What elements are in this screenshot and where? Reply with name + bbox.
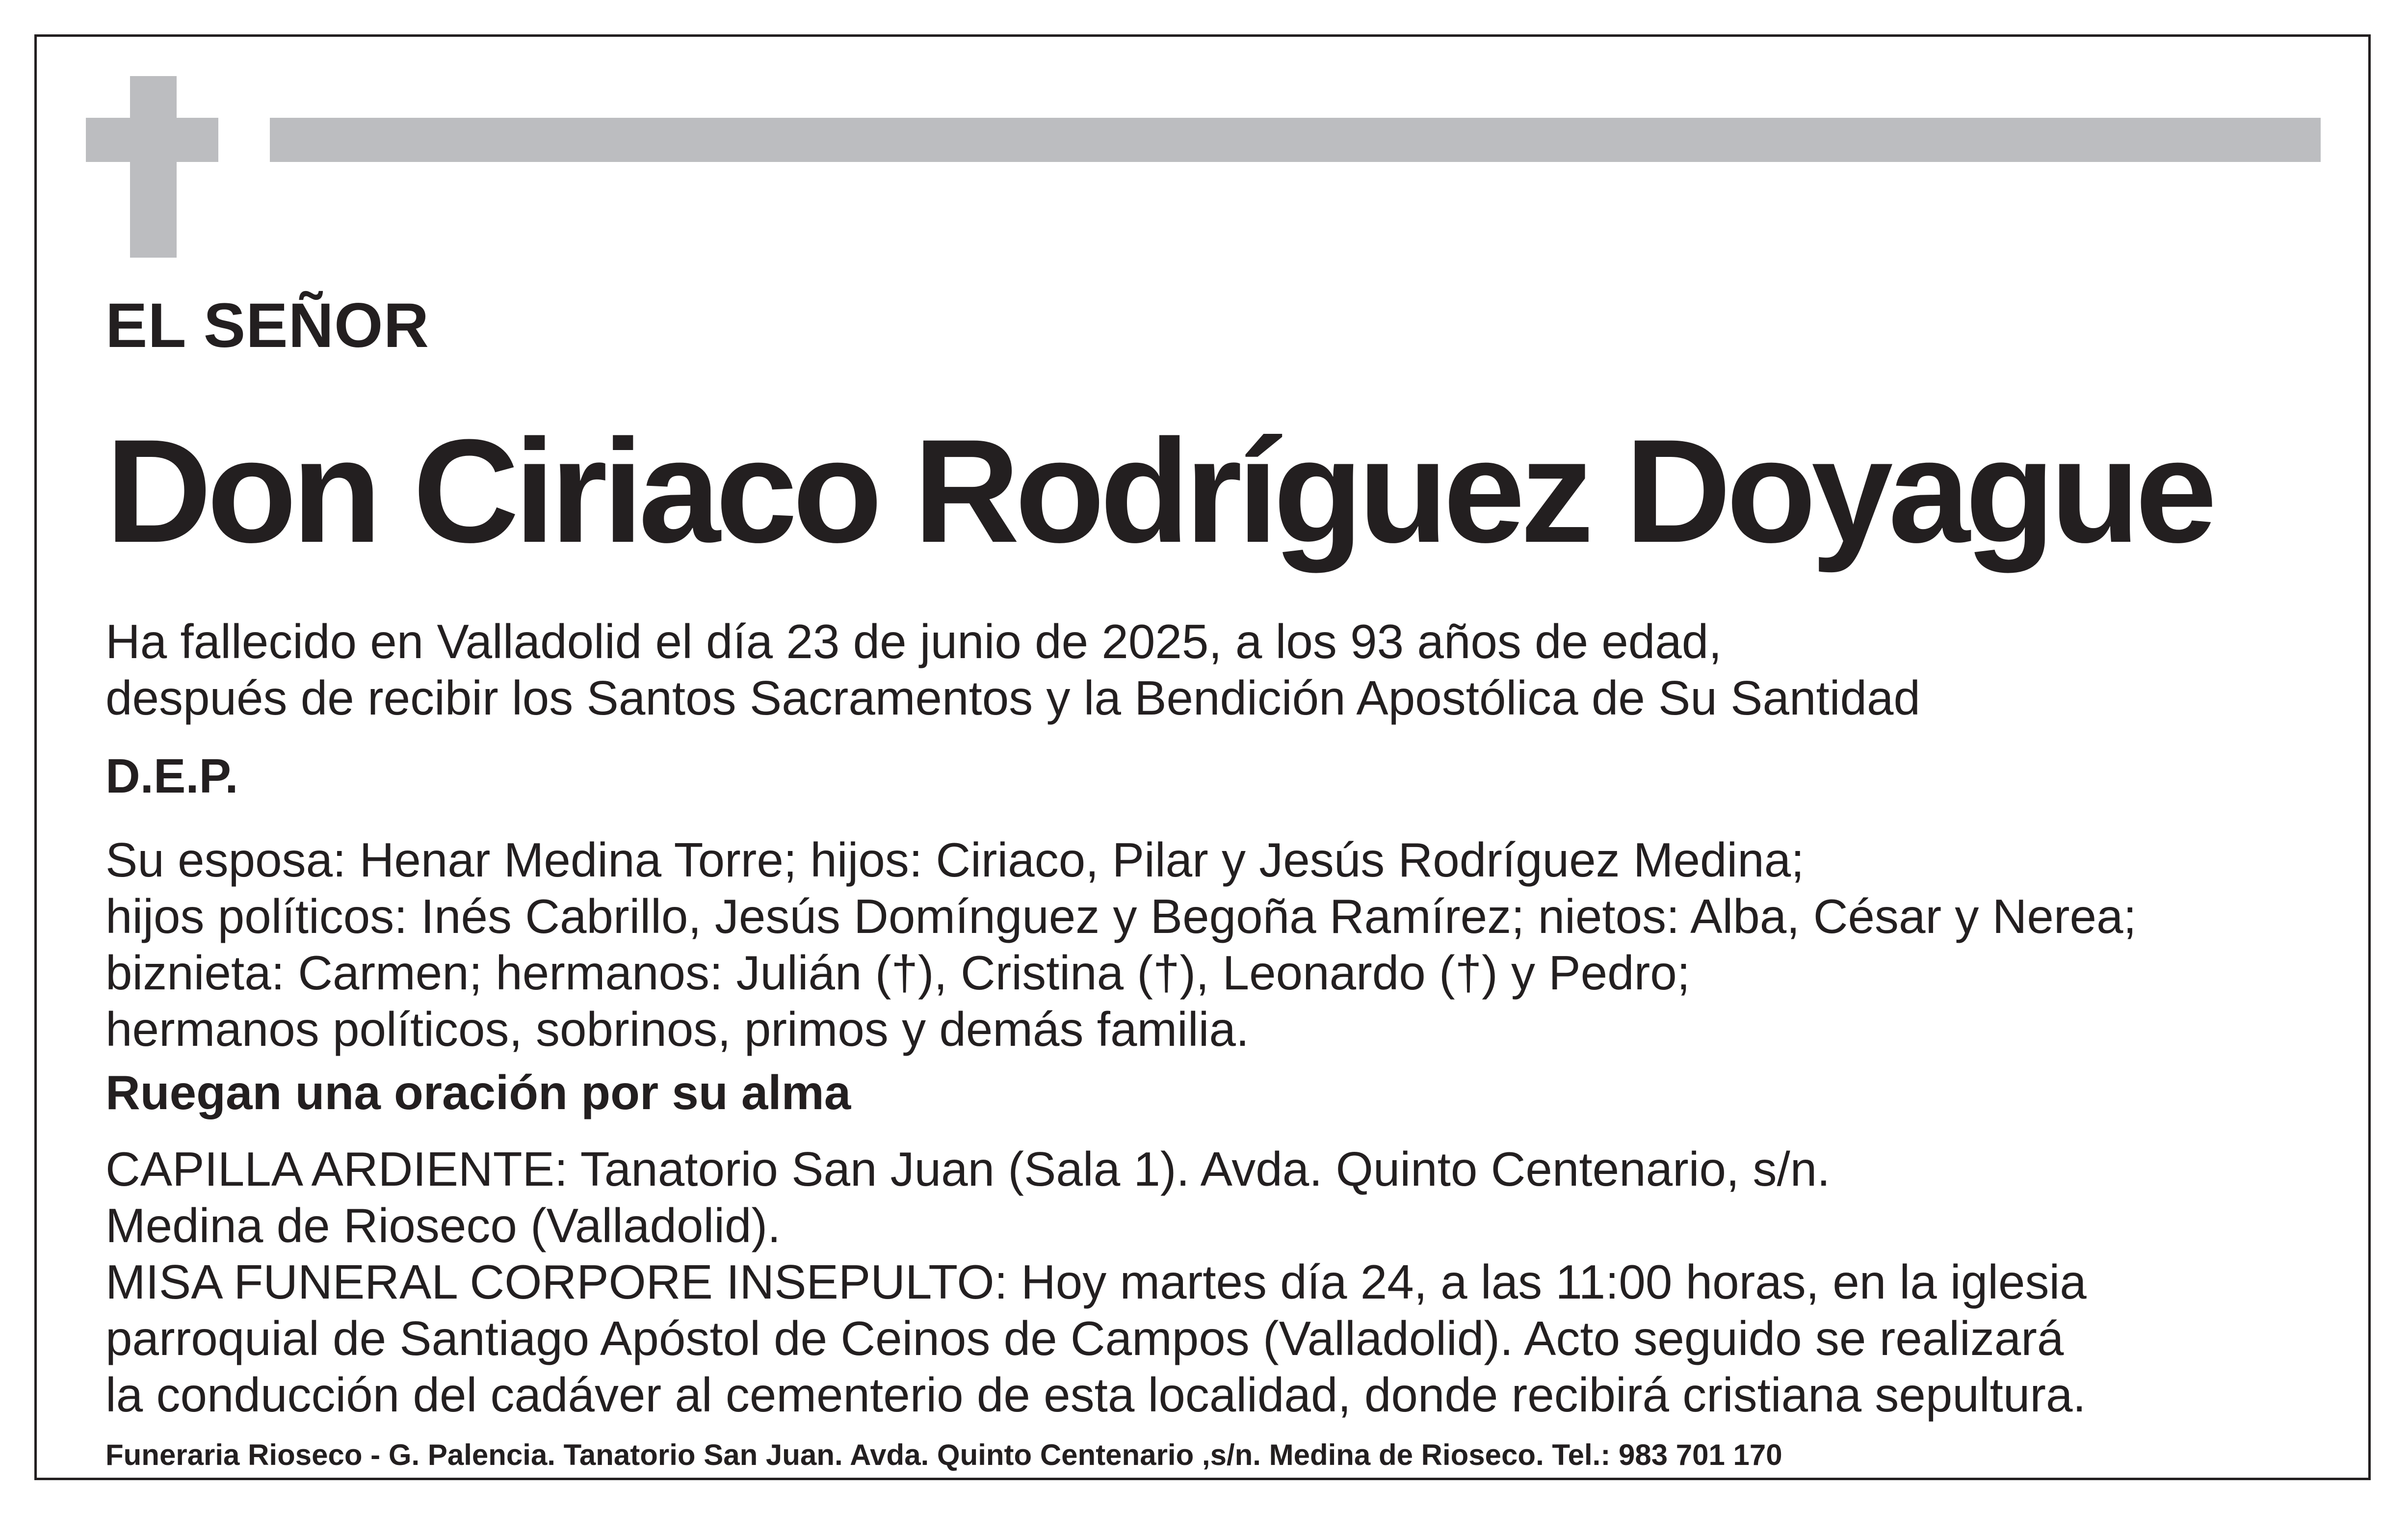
cross-vertical-bar (130, 76, 177, 258)
service-line: parroquial de Santiago Apóstol de Ceinos de Campos (Valladolid). Acto seguido se realizará (105, 1311, 2064, 1365)
family-text (105, 832, 2137, 1058)
service-line: CAPILLA ARDIENTE: Tanatorio San Juan (Sala 1). Avda. Quinto Centenario, s/n. (105, 1142, 1831, 1196)
deceased-name: Don Ciriaco Rodríguez Doyague (105, 408, 2212, 573)
cross-horizontal-bar (86, 118, 218, 162)
family-line: biznieta: Carmen; hermanos: Julián (†), Cristina (†), Leonardo (†) y Pedro; (105, 946, 1690, 1000)
service-line: la conducción del cadáver al cementerio de esta localidad, donde recibirá cristiana sepultura. (105, 1368, 2086, 1422)
family-line: hermanos políticos, sobrinos, primos y demás familia. (105, 1002, 1250, 1056)
dep-text: D.E.P. (105, 749, 238, 803)
family-line: Su esposa: Henar Medina Torre; hijos: Ciriaco, Pilar y Jesús Rodríguez Medina; (105, 833, 1805, 887)
service-line: MISA FUNERAL CORPORE INSEPULTO: Hoy martes día 24, a las 11:00 horas, en la iglesia (105, 1255, 2087, 1309)
family-line: hijos políticos: Inés Cabrillo, Jesús Domínguez y Begoña Ramírez; nietos: Alba, César y Nerea; (105, 889, 2137, 943)
prayer-request: Ruegan una oración por su alma (105, 1065, 851, 1119)
service-text (105, 1141, 2087, 1423)
intro-text (105, 613, 1920, 726)
service-line: Medina de Rioseco (Valladolid). (105, 1198, 781, 1252)
intro-line: Ha fallecido en Valladolid el día 23 de junio de 2025, a los 93 años de edad, (105, 614, 1722, 668)
funeral-home-footer: Funeraria Rioseco - G. Palencia. Tanatorio San Juan. Avda. Quinto Centenario ,s/n. Medina de Rioseco. Tel.: 983 701 170 (105, 1438, 1782, 1471)
title-label: EL SEÑOR (105, 291, 429, 361)
decorative-top-bar (270, 118, 2321, 162)
intro-line: después de recibir los Santos Sacramentos y la Bendición Apostólica de Su Santidad (105, 671, 1921, 725)
